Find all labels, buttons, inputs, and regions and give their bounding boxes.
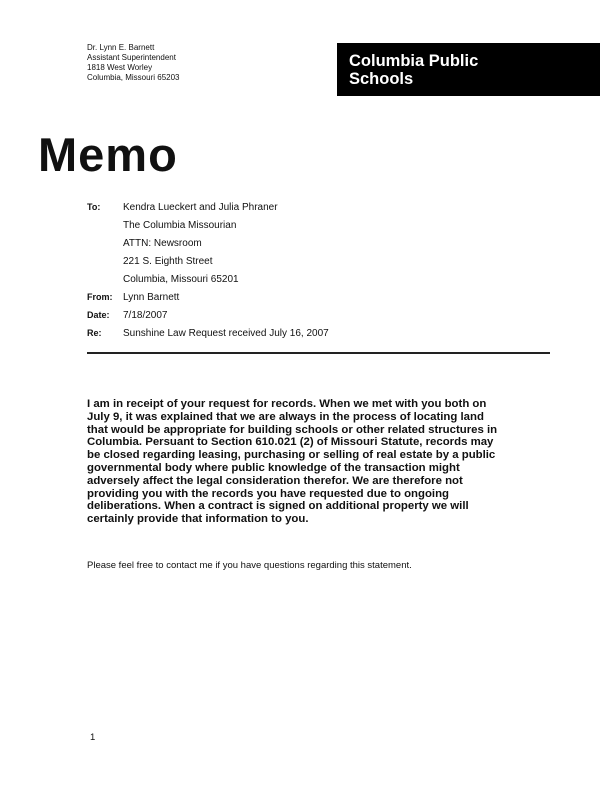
closing-text: Please feel free to contact me if you have questions regarding this statement. xyxy=(87,560,412,571)
body-line: be closed regarding leasing, purchasing or selling of real estate by a public xyxy=(87,449,496,462)
body-line: Columbia. Persuant to Section 610.021 (2) of Missouri Statute, records may xyxy=(87,436,494,449)
to-value: Columbia, Missouri 65201 xyxy=(123,273,239,285)
to-value: The Columbia Missourian xyxy=(123,219,237,231)
memo-body xyxy=(87,398,557,526)
divider xyxy=(87,352,550,354)
page-title: Memo xyxy=(38,128,178,181)
to-label: To: xyxy=(87,202,101,212)
sender-line: Dr. Lynn E. Barnett xyxy=(87,43,155,52)
date-label: Date: xyxy=(87,310,110,320)
from-label: From: xyxy=(87,292,113,302)
logo-line: Schools xyxy=(349,70,414,88)
from-value: Lynn Barnett xyxy=(123,291,180,303)
re-label: Re: xyxy=(87,328,102,338)
body-line: adversely affect the legal consideration therefor. We are therefore not xyxy=(87,474,463,487)
body-line: deliberations. When a contract is signed on additional property we will xyxy=(87,500,469,513)
to-value: ATTN: Newsroom xyxy=(123,237,202,249)
sender-line: Assistant Superintendent xyxy=(87,53,176,62)
body-line: I am in receipt of your request for records. When we met with you both on xyxy=(87,398,487,410)
body-line: providing you with the records you have requested due to ongoing xyxy=(87,487,449,500)
body-line: certainly provide that information to you. xyxy=(87,513,309,526)
sender-address xyxy=(87,43,180,83)
sender-line: Columbia, Missouri 65203 xyxy=(87,73,180,82)
body-line: that would be appropriate for building schools or other related structures in xyxy=(87,423,498,436)
logo-block xyxy=(337,43,600,96)
to-value: 221 S. Eighth Street xyxy=(123,255,213,267)
re-value: Sunshine Law Request received July 16, 2007 xyxy=(123,327,329,339)
body-line: governmental body where public knowledge of the transaction might xyxy=(87,461,460,474)
date-value: 7/18/2007 xyxy=(123,309,168,321)
sender-line: 1818 West Worley xyxy=(87,63,153,72)
to-value: Kendra Lueckert and Julia Phraner xyxy=(123,201,278,213)
page-number: 1 xyxy=(90,732,96,743)
body-line: July 9, it was explained that we are always in the process of locating land xyxy=(87,410,484,423)
memo-header xyxy=(87,198,329,342)
logo-line: Columbia Public xyxy=(349,52,479,70)
